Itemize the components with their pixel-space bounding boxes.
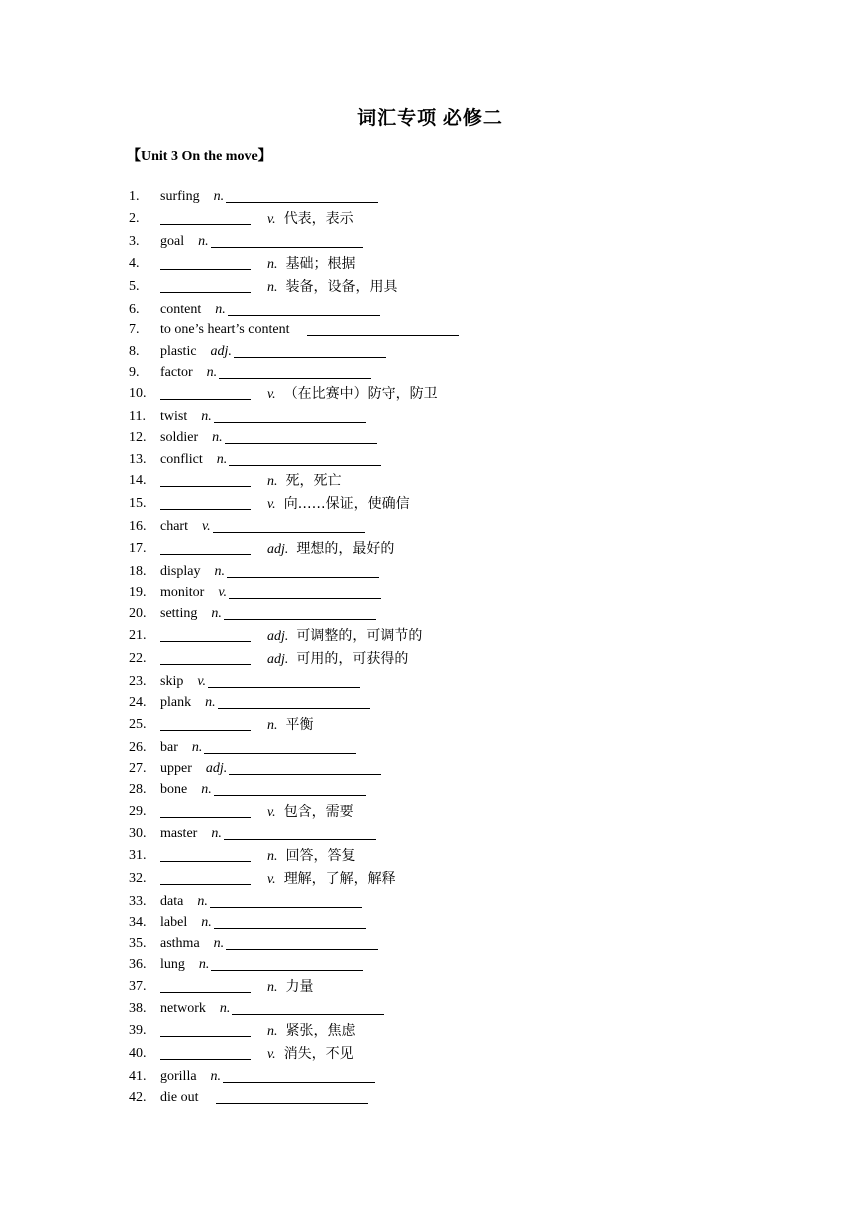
english-word: conflict — [160, 452, 203, 467]
answer-blank[interactable] — [160, 870, 251, 885]
english-word: data — [160, 894, 184, 909]
definition — [267, 471, 342, 492]
chinese-meaning: 回答，答复 — [285, 848, 356, 864]
answer-blank[interactable] — [208, 673, 360, 688]
vocab-item — [0, 209, 860, 229]
chinese-meaning: 紧张，焦虑 — [285, 1023, 356, 1039]
english-word: master — [160, 826, 198, 841]
answer-blank[interactable] — [226, 935, 378, 950]
item-number: 32. — [129, 871, 147, 886]
part-of-speech: n. — [213, 189, 225, 204]
chinese-meaning: 可用的，可获得的 — [296, 651, 409, 667]
item-number: 5. — [129, 279, 140, 294]
answer-blank[interactable] — [229, 584, 381, 599]
part-of-speech: v. — [267, 872, 276, 887]
answer-blank[interactable] — [160, 472, 251, 487]
english-word: skip — [160, 674, 184, 689]
part-of-speech: n. — [267, 849, 278, 864]
chinese-meaning: 向……保证，使确信 — [283, 496, 410, 512]
item-number: 22. — [129, 651, 147, 666]
part-of-speech: n. — [206, 365, 218, 380]
english-word: network — [160, 1001, 206, 1016]
vocab-item — [0, 562, 860, 582]
english-word: asthma — [160, 936, 200, 951]
definition — [267, 846, 356, 867]
item-number: 9. — [129, 365, 140, 380]
part-of-speech: v. — [267, 387, 276, 402]
item-number: 7. — [129, 322, 140, 337]
vocab-item — [0, 583, 860, 603]
answer-blank[interactable] — [160, 978, 251, 993]
vocab-item — [0, 428, 860, 448]
part-of-speech: n. — [211, 826, 222, 841]
answer-blank[interactable] — [227, 563, 379, 578]
item-number: 42. — [129, 1090, 147, 1105]
item-number: 28. — [129, 782, 147, 797]
answer-blank[interactable] — [211, 956, 363, 971]
english-word: surfing — [160, 189, 200, 204]
english-word: setting — [160, 606, 198, 621]
vocab-item — [0, 672, 860, 692]
answer-blank[interactable] — [225, 429, 377, 444]
part-of-speech: v. — [201, 519, 211, 534]
part-of-speech: n. — [214, 564, 225, 579]
chinese-meaning: 消失，不见 — [283, 1046, 354, 1062]
part-of-speech: n. — [267, 257, 278, 272]
item-number: 10. — [129, 386, 147, 401]
answer-blank[interactable] — [216, 1089, 368, 1104]
item-number: 30. — [129, 826, 147, 841]
answer-blank[interactable] — [204, 739, 356, 754]
part-of-speech: v. — [267, 805, 276, 820]
chinese-meaning: 力量 — [285, 979, 314, 995]
vocab-item — [0, 649, 860, 669]
vocab-item — [0, 450, 860, 470]
english-word: factor — [160, 365, 193, 380]
answer-blank[interactable] — [229, 451, 381, 466]
item-number: 23. — [129, 674, 147, 689]
item-number: 33. — [129, 894, 147, 909]
english-word: bone — [160, 782, 188, 797]
chinese-meaning: 理解，了解，解释 — [283, 871, 396, 887]
english-word: content — [160, 302, 202, 317]
part-of-speech: n. — [215, 302, 226, 317]
chinese-meaning: 代表，表示 — [283, 211, 354, 227]
definition — [267, 539, 394, 560]
answer-blank[interactable] — [160, 1045, 251, 1060]
part-of-speech: n. — [267, 280, 278, 295]
item-number: 39. — [129, 1023, 147, 1038]
item-number: 27. — [129, 761, 147, 776]
vocab-item — [0, 977, 860, 997]
answer-blank[interactable] — [160, 847, 251, 862]
part-of-speech: n. — [201, 915, 212, 930]
definition — [267, 254, 356, 275]
english-word: to one’s heart’s content — [160, 322, 290, 337]
vocab-item — [0, 780, 860, 800]
item-number: 21. — [129, 628, 147, 643]
part-of-speech: adj. — [210, 344, 232, 359]
chinese-meaning: 平衡 — [285, 717, 314, 733]
item-number: 13. — [129, 452, 147, 467]
page-title: 词汇专项 必修二 — [357, 108, 503, 129]
answer-blank[interactable] — [160, 716, 251, 731]
item-number: 15. — [129, 496, 147, 511]
vocab-item — [0, 363, 860, 383]
answer-blank[interactable] — [160, 255, 251, 270]
item-number: 37. — [129, 979, 147, 994]
part-of-speech: v. — [267, 1047, 276, 1062]
part-of-speech: adj. — [267, 652, 289, 667]
part-of-speech: n. — [267, 718, 278, 733]
part-of-speech: n. — [267, 980, 278, 995]
item-number: 8. — [129, 344, 140, 359]
item-number: 31. — [129, 848, 147, 863]
definition — [267, 715, 314, 736]
vocab-item — [0, 300, 860, 320]
english-word: monitor — [160, 585, 205, 600]
english-word: label — [160, 915, 188, 930]
item-number: 17. — [129, 541, 147, 556]
answer-blank[interactable] — [160, 540, 251, 555]
item-number: 16. — [129, 519, 147, 534]
vocab-item — [0, 1021, 860, 1041]
vocab-item — [0, 342, 860, 362]
english-word: display — [160, 564, 201, 579]
answer-blank[interactable] — [160, 803, 251, 818]
part-of-speech: n. — [219, 1001, 231, 1016]
answer-blank[interactable] — [234, 343, 386, 358]
vocab-item — [0, 693, 860, 713]
definition — [267, 977, 314, 998]
definition — [267, 209, 354, 230]
english-word: chart — [160, 519, 188, 534]
part-of-speech: n. — [205, 695, 216, 710]
answer-blank[interactable] — [214, 408, 366, 423]
item-number: 12. — [129, 430, 147, 445]
vocab-item — [0, 604, 860, 624]
part-of-speech: n. — [213, 936, 225, 951]
answer-blank[interactable] — [160, 495, 251, 510]
answer-blank[interactable] — [219, 364, 371, 379]
definition — [267, 1021, 356, 1042]
english-word: gorilla — [160, 1069, 197, 1084]
item-number: 36. — [129, 957, 147, 972]
vocab-item — [0, 869, 860, 889]
answer-blank[interactable] — [160, 210, 251, 225]
part-of-speech: n. — [211, 606, 222, 621]
vocab-item — [0, 1044, 860, 1064]
item-number: 38. — [129, 1001, 147, 1016]
vocab-item — [0, 892, 860, 912]
item-number: 29. — [129, 804, 147, 819]
answer-blank[interactable] — [160, 1022, 251, 1037]
definition — [267, 649, 408, 670]
item-number: 35. — [129, 936, 147, 951]
english-word: die out — [160, 1090, 199, 1105]
english-word: soldier — [160, 430, 199, 445]
vocab-item — [0, 846, 860, 866]
part-of-speech: n. — [191, 740, 203, 755]
item-number: 14. — [129, 473, 147, 488]
item-number: 40. — [129, 1046, 147, 1061]
item-number: 34. — [129, 915, 147, 930]
part-of-speech: n. — [212, 430, 223, 445]
part-of-speech: n. — [198, 234, 209, 249]
answer-blank[interactable] — [223, 1068, 375, 1083]
chinese-meaning: 理想的，最好的 — [296, 541, 395, 557]
english-word: goal — [160, 234, 185, 249]
definition — [267, 802, 354, 823]
item-number: 1. — [129, 189, 140, 204]
answer-blank[interactable] — [211, 233, 363, 248]
item-number: 4. — [129, 256, 140, 271]
vocab-item — [0, 934, 860, 954]
vocab-item — [0, 824, 860, 844]
vocab-item — [0, 759, 860, 779]
vocab-item — [0, 715, 860, 735]
vocab-item — [0, 494, 860, 514]
answer-blank[interactable] — [160, 385, 251, 400]
item-number: 6. — [129, 302, 140, 317]
chinese-meaning: 死，死亡 — [285, 473, 342, 489]
unit-heading: 【Unit 3 On the move】 — [127, 149, 272, 164]
answer-blank[interactable] — [218, 694, 370, 709]
part-of-speech: adj. — [267, 542, 289, 557]
answer-blank[interactable] — [232, 1000, 384, 1015]
vocab-item — [0, 1067, 860, 1087]
answer-blank[interactable] — [160, 650, 251, 665]
answer-blank[interactable] — [214, 781, 366, 796]
item-number: 41. — [129, 1069, 147, 1084]
answer-blank[interactable] — [160, 627, 251, 642]
definition — [267, 384, 438, 405]
vocab-item — [0, 254, 860, 274]
chinese-meaning: 装备，设备，用具 — [285, 279, 398, 295]
part-of-speech: v. — [197, 674, 207, 689]
answer-blank[interactable] — [210, 893, 362, 908]
answer-blank[interactable] — [160, 278, 251, 293]
part-of-speech: v. — [267, 497, 276, 512]
answer-blank[interactable] — [224, 605, 376, 620]
vocab-item — [0, 517, 860, 537]
vocab-item — [0, 913, 860, 933]
item-number: 11. — [129, 409, 146, 424]
answer-blank[interactable] — [229, 760, 381, 775]
vocab-item — [0, 802, 860, 822]
vocab-item — [0, 539, 860, 559]
chinese-meaning: 包含，需要 — [283, 804, 354, 820]
vocab-item — [0, 471, 860, 491]
definition — [267, 494, 410, 515]
chinese-meaning: 可调整的，可调节的 — [296, 628, 423, 644]
item-number: 19. — [129, 585, 147, 600]
part-of-speech: adj. — [205, 761, 228, 776]
chinese-meaning: 基础；根据 — [285, 256, 356, 272]
english-word: bar — [160, 740, 178, 755]
vocab-item — [0, 320, 860, 340]
definition — [267, 1044, 354, 1065]
item-number: 18. — [129, 564, 147, 579]
answer-blank[interactable] — [224, 825, 376, 840]
part-of-speech: n. — [216, 452, 228, 467]
part-of-speech: n. — [197, 894, 208, 909]
item-number: 25. — [129, 717, 147, 732]
vocab-item — [0, 999, 860, 1019]
vocab-item — [0, 407, 860, 427]
vocab-item — [0, 187, 860, 207]
part-of-speech: n. — [201, 782, 212, 797]
english-word: lung — [160, 957, 185, 972]
answer-blank[interactable] — [226, 188, 378, 203]
vocab-item — [0, 955, 860, 975]
part-of-speech: v. — [218, 585, 228, 600]
item-number: 2. — [129, 211, 140, 226]
part-of-speech: n. — [198, 957, 210, 972]
answer-blank[interactable] — [307, 321, 459, 336]
item-number: 24. — [129, 695, 147, 710]
vocab-item — [0, 232, 860, 252]
item-number: 20. — [129, 606, 147, 621]
definition — [267, 626, 422, 647]
english-word: twist — [160, 409, 188, 424]
definition — [267, 277, 398, 298]
answer-blank[interactable] — [214, 914, 366, 929]
english-word: plastic — [160, 344, 197, 359]
definition — [267, 869, 396, 890]
item-number: 3. — [129, 234, 140, 249]
english-word: upper — [160, 761, 192, 776]
part-of-speech: n. — [267, 474, 278, 489]
part-of-speech: adj. — [267, 629, 289, 644]
vocab-item — [0, 1088, 860, 1108]
english-word: plank — [160, 695, 192, 710]
answer-blank[interactable] — [228, 301, 380, 316]
vocab-item — [0, 277, 860, 297]
part-of-speech: v. — [267, 212, 276, 227]
part-of-speech: n. — [210, 1069, 222, 1084]
part-of-speech: n. — [201, 409, 212, 424]
vocab-item — [0, 626, 860, 646]
chinese-meaning: （在比赛中）防守，防卫 — [283, 386, 438, 402]
answer-blank[interactable] — [213, 518, 365, 533]
item-number: 26. — [129, 740, 147, 755]
vocab-item — [0, 738, 860, 758]
part-of-speech: n. — [267, 1024, 278, 1039]
vocab-item — [0, 384, 860, 404]
